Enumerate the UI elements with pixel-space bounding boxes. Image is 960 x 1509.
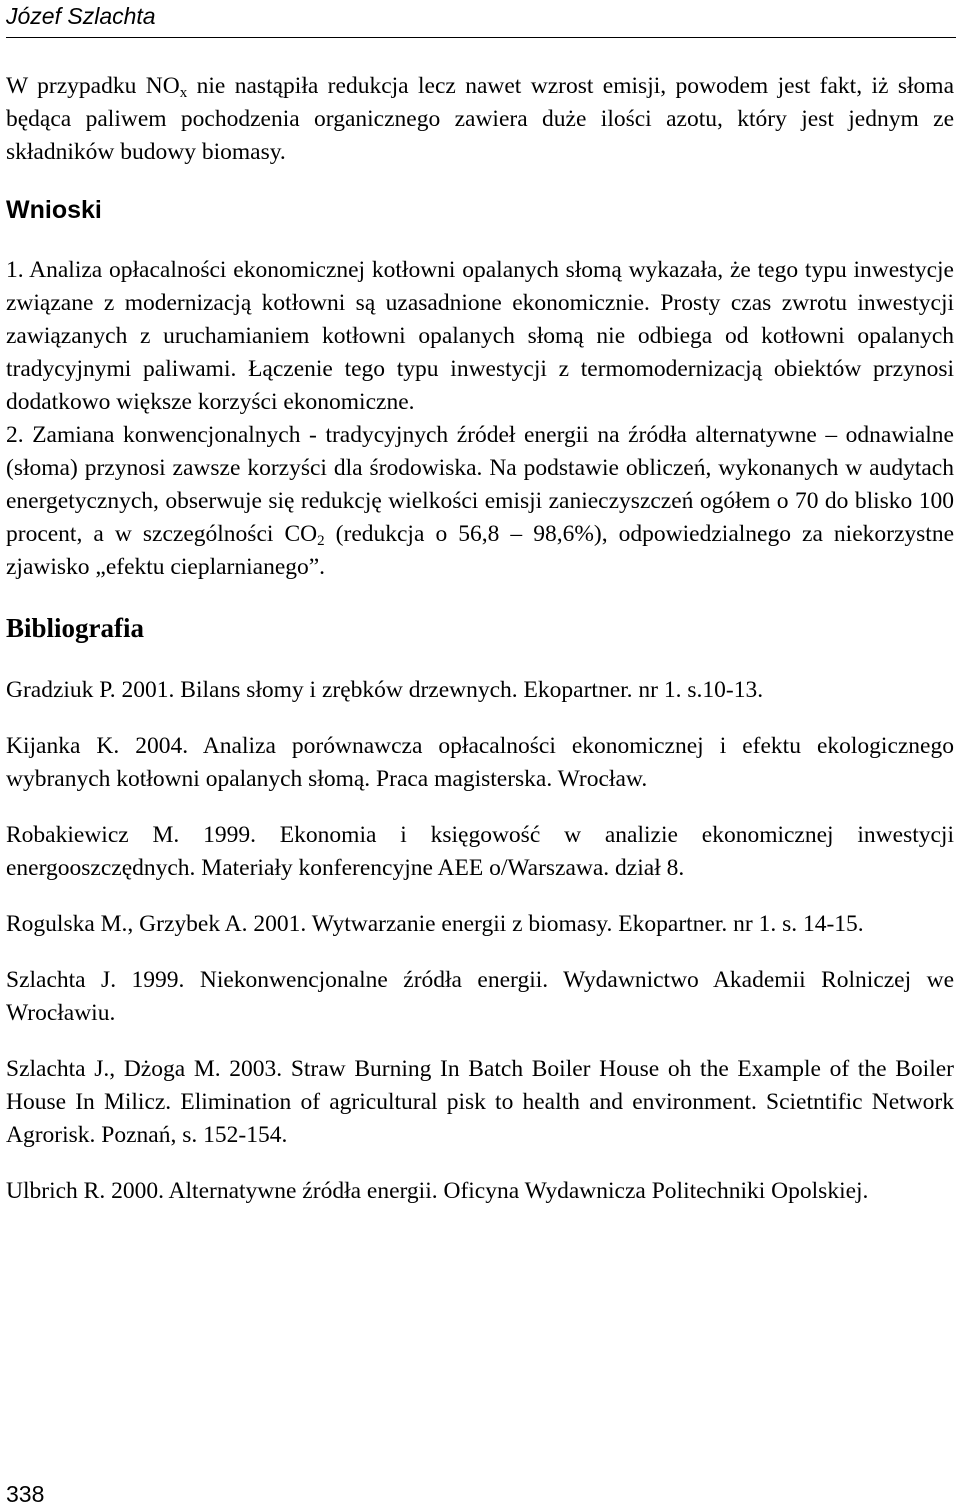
conclusion-text-2-part2: (redukcja o 56,8 – 98,6%), odpowiedzialnego za niekorzystne zjawisko „efektu cieplarnianego”. [6,521,954,580]
conclusion-text-1: Analiza opłacalności ekonomicznej kotłowni opalanych słomą wykazała, że tego typu inwestycje związane z modernizacją kotłowni są uzasadnione ekonomicznie. Prosty czas zwrotu inwestycji zawiązanych z uruchamianiem kotłowni opalanych słomą nie odbiega od kotłowni opalanych tradycyjnymi paliwami. Łączenie tego typu inwestycji z termomodernizacją obiektów przynosi dodatkowo większe korzyści ekonomiczne. [6,257,954,415]
bibliography-entry: Rogulska M., Grzybek A. 2001. Wytwarzanie energii z biomasy. Ekopartner. nr 1. s. 14-15. [6,911,864,937]
conclusions-heading: Wnioski [6,196,102,224]
intro-text-part2: nie nastąpiła redukcja lecz nawet wzrost emisji, powodem jest fakt, iż słoma będąca paliwem pochodzenia organicznego zawiera duże ilości azotu, który jest jednym ze składników budowy biomasy. [6,73,954,165]
bibliography-entry: Robakiewicz M. 1999. Ekonomia i księgowość w analizie ekonomicznej inwestycji energooszczędnych. Materiały konferencyjne AEE o/Warszawa. dział 8. [6,822,954,881]
bibliography-heading: Bibliografia [6,613,145,643]
intro-text-part1: W przypadku NO [6,73,180,99]
bibliography-entry: Gradziuk P. 2001. Bilans słomy i zrębków drzewnych. Ekopartner. nr 1. s.10-13. [6,677,764,703]
intro-subscript: x [179,85,188,101]
conclusion-item-1 [6,254,954,419]
conclusion-item-2 [6,419,954,584]
bibliography-entry: Szlachta J. 1999. Niekonwencjonalne źródła energii. Wydawnictwo Akademii Rolniczej we Wrocławiu. [6,967,954,1026]
bibliography-entry: Szlachta J., Dżoga M. 2003. Straw Burning In Batch Boiler House oh the Example of the Boiler House In Milicz. Elimination of agricultural pisk to health and environment. Scietntific Network Agrorisk. Poznań, s. 152-154. [6,1056,954,1148]
page-body [6,70,954,1231]
bibliography-entry: Kijanka K. 2004. Analiza porównawcza opłacalności ekonomicznej i efektu ekologicznego wybranych kotłowni opalanych słomą. Praca magisterska. Wrocław. [6,733,954,792]
header-author: Józef Szlachta [6,3,156,29]
conclusion-subscript: 2 [317,533,325,549]
bibliography-entry: Ulbrich R. 2000. Alternatywne źródła energii. Oficyna Wydawnicza Politechniki Opolskiej. [6,1178,869,1204]
intro-paragraph [6,70,954,169]
conclusion-number-1: 1. [6,257,24,283]
page-number: 338 [6,1481,45,1507]
conclusion-number-2: 2. [6,422,24,448]
conclusion-text-2-part1: Zamiana konwencjonalnych - tradycyjnych źródeł energii na źródła alternatywne – odnawialne (słoma) przynosi zawsze korzyści dla środowiska. Na podstawie obliczeń, wykonanych w audytach energetycznych, obserwuje się redukcję wielkości emisji zanieczyszczeń ogółem o 70 do blisko 100 procent, a w szczególności CO [6,422,954,547]
running-header [6,0,956,38]
